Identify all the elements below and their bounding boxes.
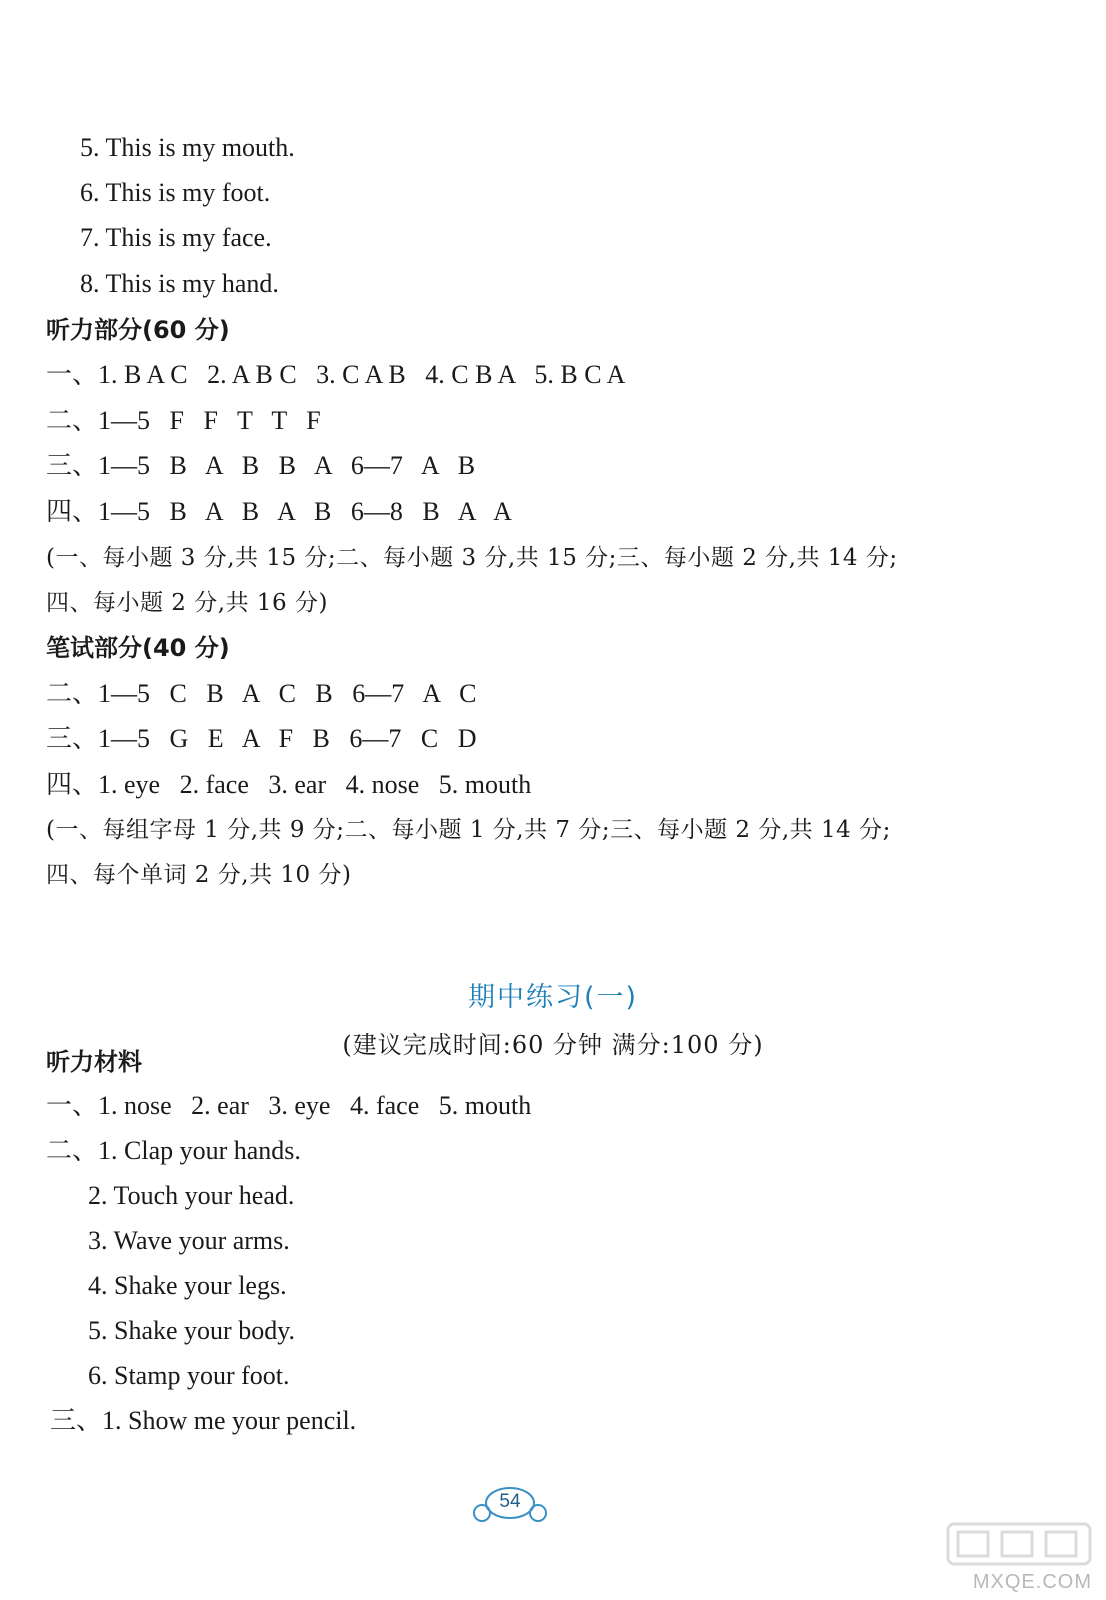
answer-row: 四、1—5 B A B A B 6—8 B A A — [46, 497, 512, 526]
scoring-note: 四、每个单词 2 分,共 10 分) — [46, 862, 352, 888]
written-part-heading: 笔试部分(40 分) — [46, 634, 230, 662]
text-line: 5. This is my mouth. — [80, 133, 295, 162]
answer-row: 三、1—5 B A B B A 6—7 A B — [46, 451, 476, 480]
listening-part-heading: 听力部分(60 分) — [46, 316, 230, 344]
text-line: 5. Shake your body. — [88, 1316, 296, 1345]
watermark-text: MXQE.COM — [972, 1571, 1092, 1593]
answer-row: 三、1. Show me your pencil. — [50, 1406, 357, 1435]
text-line: 4. Shake your legs. — [88, 1271, 287, 1300]
scoring-note: (一、每小题 3 分,共 15 分;二、每小题 3 分,共 15 分;三、每小题 2 分,共 14 分; — [46, 545, 898, 571]
page-number: 54 — [499, 1491, 521, 1512]
text-line: 2. Touch your head. — [88, 1181, 295, 1210]
answer-row: 二、1—5 C B A C B 6—7 A C — [46, 679, 477, 708]
answer-row: 一、1. nose 2. ear 3. eye 4. face 5. mouth — [46, 1091, 532, 1120]
answer-row: 三、1—5 G E A F B 6—7 C D — [46, 724, 477, 753]
answer-row: 二、1. Clap your hands. — [46, 1136, 301, 1165]
text-line: 3. Wave your arms. — [88, 1226, 290, 1255]
scoring-note: (一、每组字母 1 分,共 9 分;二、每小题 1 分,共 7 分;三、每小题 2 分,共 14 分; — [46, 817, 891, 843]
text-line: 7. This is my face. — [80, 223, 272, 252]
section-title: 期中练习(一) — [467, 982, 639, 1013]
material-heading: 听力材料 — [46, 1048, 142, 1076]
answer-row: 四、1. eye 2. face 3. ear 4. nose 5. mouth — [46, 770, 532, 799]
text-line: 8. This is my hand. — [80, 269, 279, 298]
scoring-note: 四、每小题 2 分,共 16 分) — [46, 590, 328, 616]
answer-row: 一、1. B A C 2. A B C 3. C A B 4. C B A 5. B C A — [46, 360, 626, 389]
answer-row: 二、1—5 F F T T F — [46, 406, 321, 435]
text-line: 6. This is my foot. — [80, 178, 271, 207]
section-subtitle: (建议完成时间:60 分钟 满分:100 分) — [342, 1031, 764, 1059]
text-line: 6. Stamp your foot. — [88, 1361, 290, 1390]
